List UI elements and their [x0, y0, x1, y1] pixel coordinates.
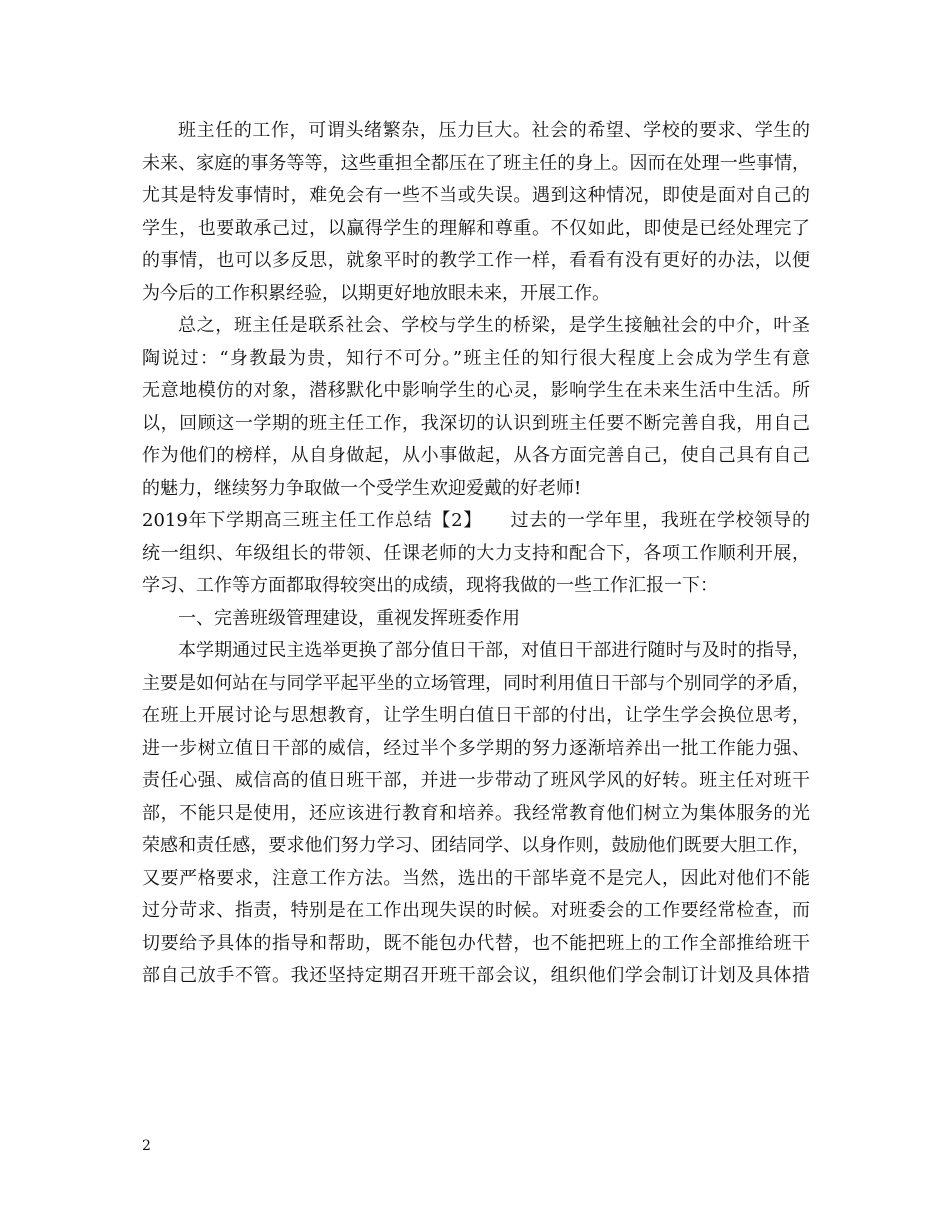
paragraph-line: 陶说过：“身教最为贵，知行不可分。”班主任的知行很大程度上会成为学生有意	[142, 347, 810, 369]
section-heading-line: 2019年下学期高三班主任工作总结【2】 过去的一学年里，我班在学校领导的	[142, 510, 810, 531]
body-text	[142, 115, 810, 993]
paragraph-line: 学生，也要敢承己过，以赢得学生的理解和尊重。不仅如此，即使是已经处理完了	[142, 217, 810, 239]
paragraph-line: 总之，班主任是联系社会、学校与学生的桥梁，是学生接触社会的中介，叶圣	[178, 315, 810, 336]
paragraph-line: 责任心强、威信高的值日班干部，并进一步带动了班风学风的好转。班主任对班干	[142, 770, 810, 791]
paragraph-line: 主要是如何站在与同学平起平坐的立场管理，同时利用值日干部与个别同学的矛盾，	[142, 672, 810, 694]
paragraph-line: 在班上开展讨论与思想教育，让学生明白值日干部的付出，让学生学会换位思考，	[142, 705, 810, 726]
paragraph-line: 部自己放手不管。我还坚持定期召开班干部会议，组织他们学会制订计划及具体措	[142, 965, 810, 986]
paragraph-line: 统一组织、年级组长的带领、任课老师的大力支持和配合下，各项工作顺利开展，	[142, 542, 810, 564]
paragraph-line: 部，不能只是使用，还应该进行教育和培养。我经常教育他们树立为集体服务的光	[142, 802, 810, 824]
paragraph-line: 又要严格要求，注意工作方法。当然，选出的干部毕竟不是完人，因此对他们不能	[142, 867, 810, 889]
paragraph-line: 以，回顾这一学期的班主任工作，我深切的认识到班主任要不断完善自我，用自己	[142, 412, 810, 434]
paragraph-line: 切要给予具体的指导和帮助，既不能包办代替，也不能把班上的工作全部推给班干	[142, 932, 810, 954]
paragraph-line: 进一步树立值日干部的威信，经过半个多学期的努力逐渐培养出一批工作能力强、	[142, 737, 810, 759]
page-number: 2	[142, 1138, 151, 1154]
paragraph-line: 的事情，也可以多反思，就象平时的教学工作一样，看看有没有更好的办法，以便	[142, 250, 810, 271]
paragraph-line: 为今后的工作积累经验，以期更好地放眼未来，开展工作。	[142, 282, 610, 304]
paragraph-line: 学习、工作等方面都取得较突出的成绩，现将我做的一些工作汇报一下：	[142, 575, 718, 596]
paragraph-line: 荣感和责任感，要求他们努力学习、团结同学、以身作则，鼓励他们既要大胆工作，	[142, 835, 810, 856]
subheading-line: 一、完善班级管理建设，重视发挥班委作用	[178, 607, 520, 629]
paragraph-line: 班主任的工作，可谓头绪繁杂，压力巨大。社会的希望、学校的要求、学生的	[178, 120, 810, 141]
paragraph-line: 未来、家庭的事务等等，这些重担全都压在了班主任的身上。因而在处理一些事情，	[142, 152, 810, 174]
paragraph-line: 过分苛求、指责，特别是在工作出现失误的时候。对班委会的工作要经常检查，而	[142, 900, 810, 921]
paragraph-line: 作为他们的榜样，从自身做起，从小事做起，从各方面完善自己，使自己具有自己	[142, 445, 810, 466]
paragraph-line: 尤其是特发事情时，难免会有一些不当或失误。遇到这种情况，即使是面对自己的	[142, 185, 810, 206]
paragraph-line: 的魅力，继续努力争取做一个受学生欢迎爱戴的好老师!	[142, 477, 582, 499]
paragraph-line: 无意地模仿的对象，潜移默化中影响学生的心灵，影响学生在未来生活中生活。所	[142, 380, 810, 401]
paragraph-line: 本学期通过民主选举更换了部分值日干部，对值日干部进行随时与及时的指导，	[178, 640, 810, 661]
